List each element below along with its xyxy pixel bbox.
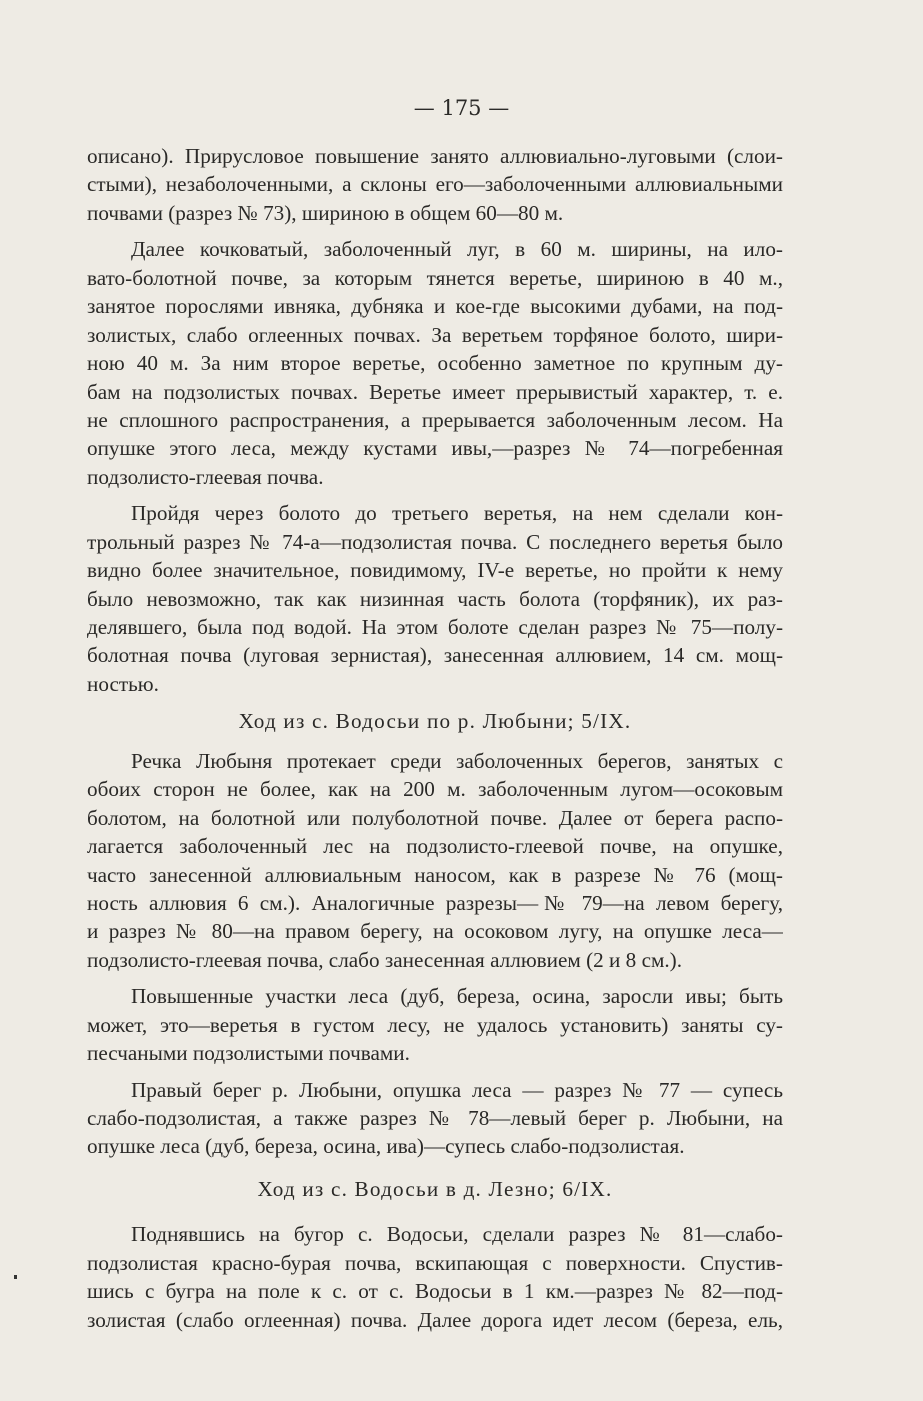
text-line: золистых, слабо оглеенных почвах. За веретьем торфяное болото, шири- [87, 322, 783, 347]
page-number: — 175 — [413, 96, 510, 120]
text-line: Повышенные участки леса (дуб, береза, осина, заросли ивы; быть [131, 984, 783, 1009]
text-line: Речка Любыня протекает среди заболоченных берегов, занятых с [131, 748, 783, 773]
text-line: шись с бугра на поле к с. от с. Водосьи в 1 км.—разрез № 82—под- [87, 1279, 783, 1304]
text-line: ность аллювия 6 см.). Аналогичные разрезы—№ 79—на левом берегу, [87, 890, 783, 915]
paragraph-4 [87, 747, 783, 975]
text-line: болотом, на болотной или полуболотной почве. Далее от берега распо- [87, 805, 783, 830]
text-line: лагается заболоченный лес на подзолисто-глеевой почве, на опушке, [87, 834, 783, 859]
text-line: стыми), незаболоченными, а склоны его—заболоченными аллювиальными [87, 172, 783, 197]
paragraph-7 [87, 1220, 783, 1334]
text-line: Пройдя через болото до третьего веретья, на нем сделали кон- [131, 501, 783, 526]
text-line: и разрез № 80—на правом берегу, на осоковом лугу, на опушке леса— [87, 919, 783, 944]
text-line: Правый берег р. Любыни, опушка леса — разрез № 77 — супесь [131, 1077, 783, 1102]
text-line: опушке леса (дуб, береза, осина, ива)—супесь слабо-подзолистая. [87, 1134, 685, 1159]
text-line: подзолисто-глеевая почва. [87, 464, 324, 489]
paragraph-6 [87, 1076, 783, 1161]
text-line: золистая (слабо оглеенная) почва. Далее дорога идет лесом (береза, ель, [87, 1307, 783, 1332]
text-line: описано). Прирусловое повышение занято аллювиально-луговыми (слои- [87, 144, 783, 168]
text-line: видно более значительное, повидимому, IV-е веретье, но пройти к нему [87, 558, 783, 583]
paragraph-1 [87, 142, 783, 227]
section-heading: Ход из с. Водосьи по р. Любыни; 5/IX. [238, 709, 632, 734]
text-line: часто занесенной аллювиальным наносом, как в разрезе № 76 (мощ- [87, 862, 783, 887]
body-text [87, 142, 783, 1334]
margin-speck [14, 1275, 17, 1279]
section-heading: Ход из с. Водосьи в д. Лезно; 6/IX. [257, 1176, 613, 1201]
text-line: подзолистая красно-бурая почва, вскипающая с поверхности. Спустив- [87, 1250, 783, 1275]
text-line: Поднявшись на бугор с. Водосьи, сделали разрез № 81—слабо- [131, 1222, 783, 1247]
text-line: бам на подзолистых почвах. Веретье имеет прерывистый характер, т. е. [87, 379, 783, 404]
paragraph-2 [87, 235, 783, 491]
text-line: делявшего, была под водой. На этом болоте сделан разрез № 75—полу- [87, 615, 783, 639]
text-line: слабо-подзолистая, а также разрез № 78—левый берег р. Любыни, на [87, 1106, 783, 1130]
text-line: ною 40 м. За ним второе веретье, особенно заметное по крупным ду- [87, 351, 783, 376]
text-line: вато-болотной почве, за которым тянется веретье, шириною в 40 м., [87, 265, 783, 290]
text-line: подзолисто-глеевая почва, слабо занесенная аллювием (2 и 8 см.). [87, 947, 683, 972]
text-line: было невозможно, так как низинная часть болота (торфяник), их раз- [87, 586, 783, 611]
text-line: обоих сторон не более, как на 200 м. заболоченным лугом—осоковым [87, 777, 783, 802]
text-line: Далее кочковатый, заболоченный луг, в 60 м. ширины, на ило- [131, 237, 783, 262]
text-line: ностью. [87, 671, 159, 696]
text-line: не сплошного распространения, а прерывается заболоченным лесом. На [87, 407, 783, 432]
text-line: песчаными подзолистыми почвами. [87, 1041, 410, 1066]
text-line: может, это—веретья в густом лесу, не удалось установить) заняты су- [87, 1012, 783, 1037]
text-line: почвами (разрез № 73), шириною в общем 60—80 м. [87, 200, 564, 225]
text-line: опушке этого леса, между кустами ивы,—разрез № 74—погребенная [87, 436, 783, 461]
text-line: занятое порослями ивняка, дубняка и кое-где высокими дубами, на под- [87, 294, 783, 319]
text-line: трольный разрез № 74-а—подзолистая почва. С последнего веретья было [87, 529, 783, 554]
paragraph-5 [87, 982, 783, 1067]
text-line: болотная почва (луговая зернистая), занесенная аллювием, 14 см. мощ- [87, 643, 783, 668]
paragraph-3 [87, 499, 783, 698]
